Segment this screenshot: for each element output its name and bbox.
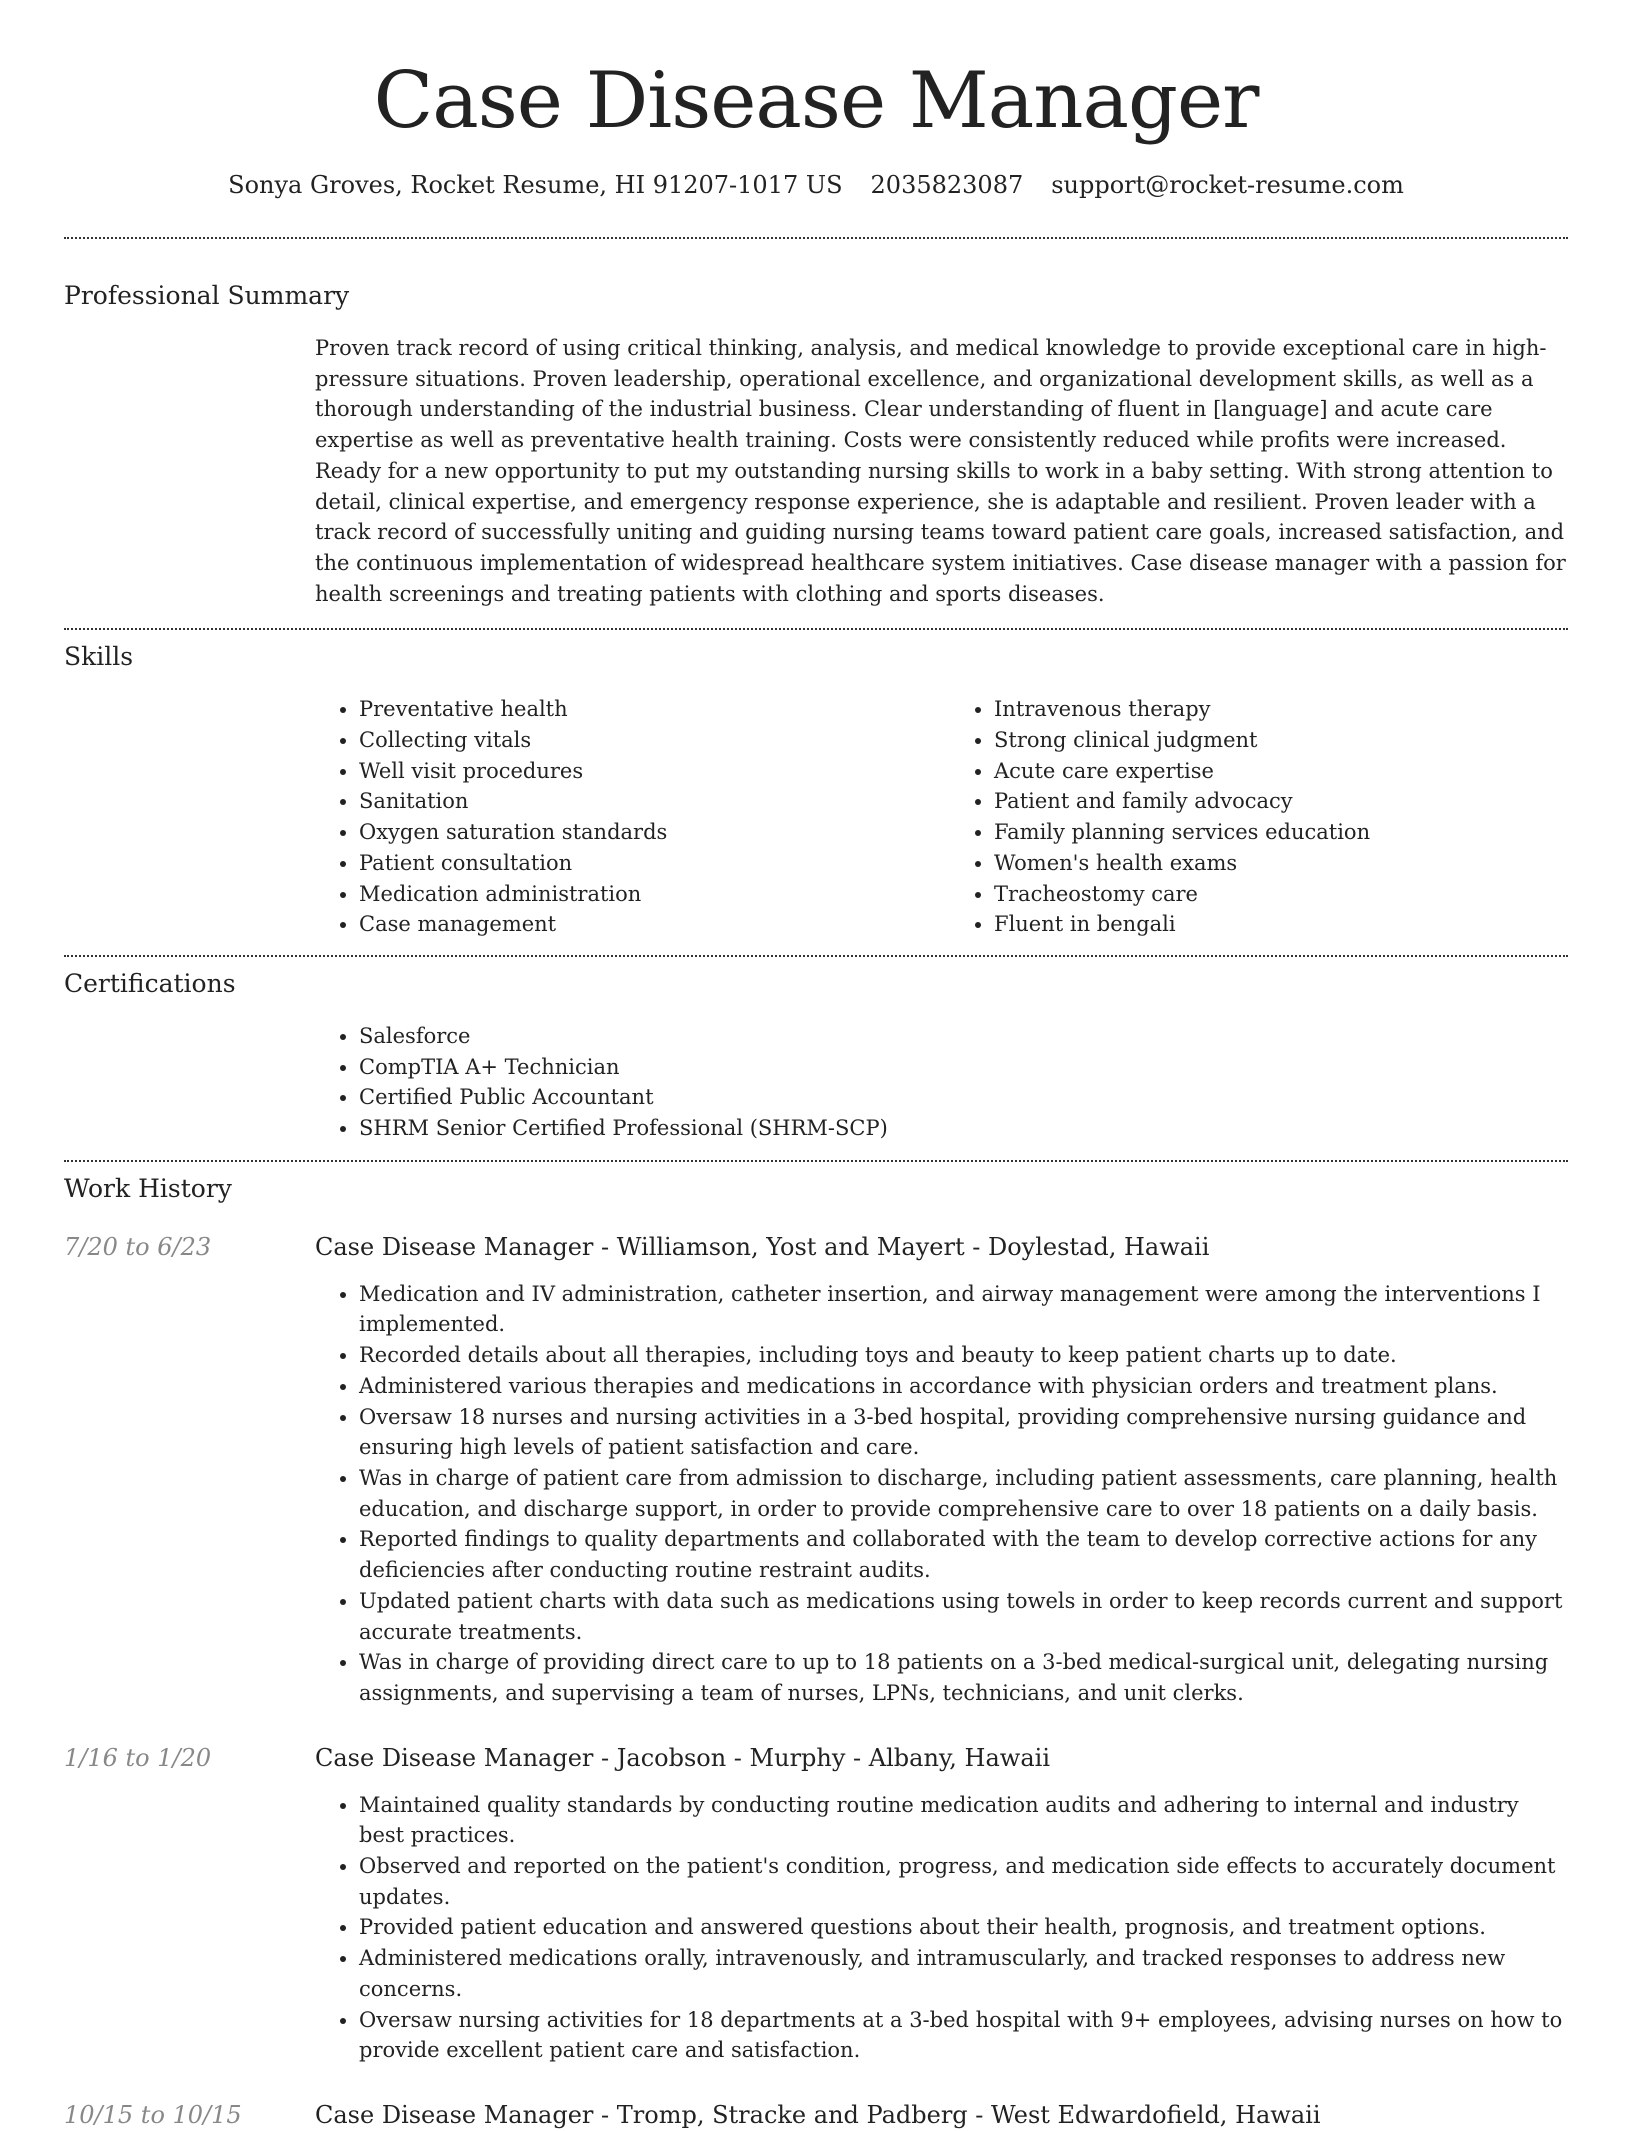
job-bullets <box>315 1279 1568 1709</box>
job-title: Case Disease Manager - Jacobson - Murphy - Albany, Hawaii <box>315 1743 1050 1772</box>
list-item: • Acute care expertise <box>994 756 1565 787</box>
job-entry <box>64 1742 1568 2066</box>
summary-heading: Professional Summary <box>64 281 350 310</box>
certifications-list <box>315 1021 1568 1144</box>
job-bullets <box>315 1790 1568 2066</box>
contact-phone: 2035823087 <box>870 171 1024 199</box>
contact-email: support@rocket-resume.com <box>1051 171 1404 199</box>
skills-heading: Skills <box>64 642 134 672</box>
list-item: • Collecting vitals <box>359 725 930 756</box>
job-title: Case Disease Manager - Tromp, Stracke and Padberg - West Edwardofield, Hawaii <box>315 2100 1321 2129</box>
skills-section <box>64 630 1568 940</box>
list-item: • Well visit procedures <box>359 756 930 787</box>
contact-address: Sonya Groves, Rocket Resume, HI 91207-1017 US <box>228 171 843 199</box>
list-item: • Intravenous therapy <box>994 694 1565 725</box>
list-item: • Administered various therapies and medications in accordance with physician orders and treatment plans. <box>359 1371 1568 1402</box>
work-history-section <box>64 1162 1568 2131</box>
resume-page <box>64 0 1568 2131</box>
summary-text: Proven track record of using critical thinking, analysis, and medical knowledge to provide exceptional care in high-pressure situations. Proven leadership, operational excellence, and organizational development skills, as well as a thorough understanding of the industrial business. Clear understanding of fluent in [language] and acute care expertise as well as preventative health training. Costs were consistently reduced while profits were increased. Ready for a new opportunity to put my outstanding nursing skills to work in a baby setting. With strong attention to detail, clinical expertise, and emergency response experience, she is adaptable and resilient. Proven leader with a track record of successfully uniting and guiding nursing teams toward patient care goals, increased satisfaction, and the continuous implementation of widespread healthcare system initiatives. Case disease manager with a passion for health screenings and treating patients with clothing and sports diseases. <box>315 336 1566 606</box>
list-item: • Administered medications orally, intravenously, and intramuscularly, and tracked responses to address new concerns. <box>359 1943 1568 2004</box>
list-item: • Oversaw nursing activities for 18 departments at a 3-bed hospital with 9+ employees, advising nurses on how to provide excellent patient care and satisfaction. <box>359 2005 1568 2066</box>
list-item: • Salesforce <box>359 1021 1568 1052</box>
work-history-heading: Work History <box>64 1173 232 1203</box>
list-item: • Tracheostomy care <box>994 879 1565 910</box>
list-item: • Preventative health <box>359 694 930 725</box>
list-item: • Strong clinical judgment <box>994 725 1565 756</box>
list-item: • CompTIA A+ Technician <box>359 1052 1568 1083</box>
list-item: • Patient consultation <box>359 848 930 879</box>
list-item: • Women's health exams <box>994 848 1565 879</box>
list-item: • Medication administration <box>359 879 930 910</box>
skills-list-right <box>950 694 1565 940</box>
list-item: • Recorded details about all therapies, including toys and beauty to keep patient charts up to date. <box>359 1340 1568 1371</box>
certifications-heading: Certifications <box>64 968 236 998</box>
job-entry <box>64 2099 1568 2131</box>
list-item: • Observed and reported on the patient's condition, progress, and medication side effects to accurately document updates. <box>359 1851 1568 1912</box>
list-item: • Medication and IV administration, catheter insertion, and airway management were among the interventions I implemented. <box>359 1279 1568 1340</box>
list-item: • Case management <box>359 909 930 940</box>
list-item: • Oversaw 18 nurses and nursing activities in a 3-bed hospital, providing comprehensive nursing guidance and ensuring high levels of patient satisfaction and care. <box>359 1402 1568 1463</box>
list-item: • Fluent in bengali <box>994 909 1565 940</box>
list-item: • Certified Public Accountant <box>359 1082 1568 1113</box>
job-dates: 7/20 to 6/23 <box>64 1232 212 1261</box>
job-dates: 1/16 to 1/20 <box>64 1743 212 1772</box>
list-item: • Updated patient charts with data such as medications using towels in order to keep records current and support accurate treatments. <box>359 1586 1568 1647</box>
list-item: • Patient and family advocacy <box>994 786 1565 817</box>
list-item: • Provided patient education and answered questions about their health, prognosis, and treatment options. <box>359 1912 1568 1943</box>
list-item: • Oxygen saturation standards <box>359 817 930 848</box>
contact-line <box>64 169 1568 201</box>
resume-header <box>64 0 1568 201</box>
page-title: Case Disease Manager <box>373 56 1259 146</box>
list-item: • Family planning services education <box>994 817 1565 848</box>
job-title: Case Disease Manager - Williamson, Yost and Mayert - Doylestad, Hawaii <box>315 1232 1210 1261</box>
list-item: • Was in charge of patient care from admission to discharge, including patient assessments, care planning, health education, and discharge support, in order to provide comprehensive care to over 18 patients on a daily basis. <box>359 1463 1568 1524</box>
job-entry <box>64 1231 1568 1709</box>
list-item: • Reported findings to quality departments and collaborated with the team to develop corrective actions for any deficiencies after conducting routine restraint audits. <box>359 1524 1568 1585</box>
list-item: • Sanitation <box>359 786 930 817</box>
summary-section <box>64 239 1568 609</box>
list-item: • Maintained quality standards by conducting routine medication audits and adhering to internal and industry best practices. <box>359 1790 1568 1851</box>
job-dates: 10/15 to 10/15 <box>64 2100 242 2129</box>
certifications-section <box>64 957 1568 1144</box>
skills-list-left <box>315 694 930 940</box>
list-item: • SHRM Senior Certified Professional (SHRM-SCP) <box>359 1113 1568 1144</box>
list-item: • Was in charge of providing direct care to up to 18 patients on a 3-bed medical-surgical unit, delegating nursing assignments, and supervising a team of nurses, LPNs, technicians, and unit clerks. <box>359 1647 1568 1708</box>
